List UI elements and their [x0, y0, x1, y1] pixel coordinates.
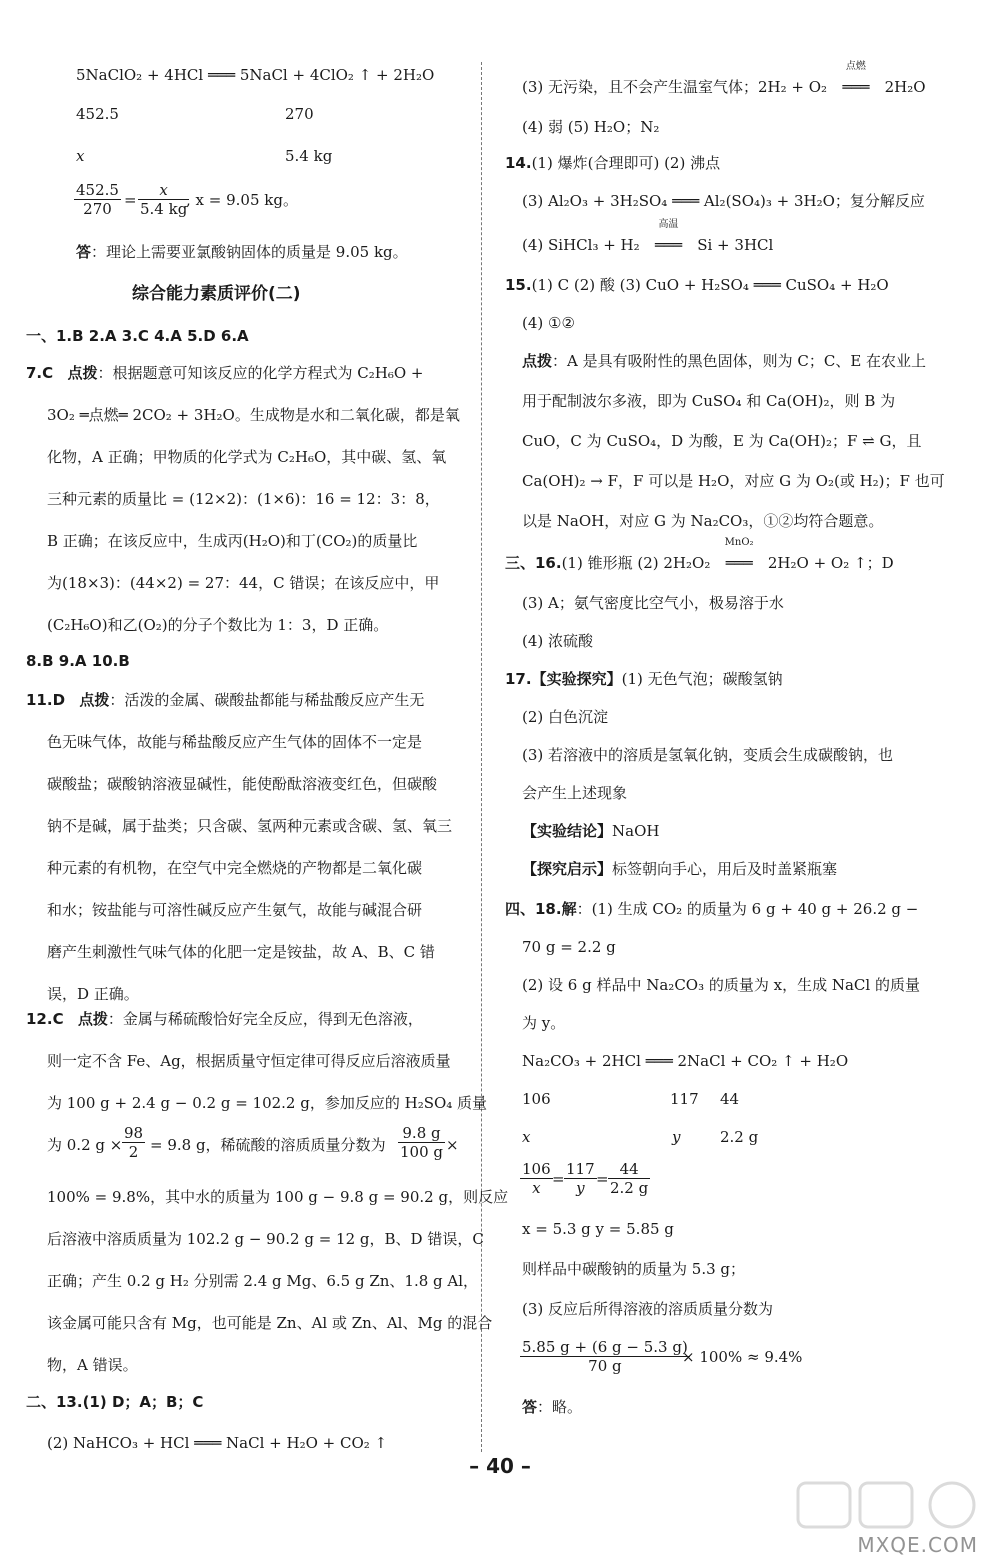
- equation-line: 5NaClO₂ + 4HCl ═══ 5NaCl + 4ClO₂ ↑ + 2H₂O: [76, 66, 435, 84]
- answer-line: 二、13.(1) D；A；B；C: [26, 1393, 204, 1411]
- q12-line: 为 100 g + 2.4 g − 0.2 g = 102.2 g，参加反应的 H₂SO₄ 质量: [47, 1094, 488, 1112]
- equals-sign: =: [552, 1170, 565, 1188]
- answer-line: 一、1.B 2.A 3.C 4.A 5.D 6.A: [26, 327, 249, 345]
- q11-line: 种元素的有机物，在空气中完全燃烧的产物都是二氧化碳: [47, 859, 423, 877]
- equation-line: Na₂CO₃ + 2HCl ═══ 2NaCl + CO₂ ↑ + H₂O: [522, 1052, 849, 1070]
- q11-line: 误，D 正确。: [47, 985, 139, 1003]
- fraction: $\frac{452.5}{270}$: [76, 181, 119, 218]
- answer-line: (4) 浓硫酸: [522, 632, 594, 650]
- ratio-value: x: [522, 1128, 531, 1146]
- ratio-value: 117: [670, 1090, 699, 1108]
- answer-line: 8.B 9.A 10.B: [26, 652, 130, 670]
- fraction: $\frac{98}{2}$: [124, 1124, 144, 1161]
- answer-line: (3) 若溶液中的溶质是氢氧化钠，变质会生成碳酸钠，也: [522, 746, 894, 764]
- result-text: , x = 9.05 kg。: [186, 191, 298, 209]
- q18-line: 四、18.解：(1) 生成 CO₂ 的质量为 6 g + 40 g + 26.2 g −: [505, 900, 919, 918]
- ratio-value: 270: [285, 105, 314, 123]
- answer-line: 70 g = 2.2 g: [522, 938, 616, 956]
- ratio-value: 452.5: [76, 105, 119, 123]
- q12-line: 为 0.2 g ×: [47, 1136, 123, 1154]
- q12-line: 该金属可能只含有 Mg，也可能是 Zn、Al 或 Zn、Al、Mg 的混合: [47, 1314, 493, 1332]
- q15-line: 以是 NaOH，对应 G 为 Na₂CO₃，①②均符合题意。: [522, 512, 884, 530]
- answer-line: (3) 无污染，且不会产生温室气体；2H₂ + O₂ 点燃 ═══ 2H₂O: [522, 61, 926, 96]
- q11-line: 和水；铵盐能与可溶性碱反应产生氨气，故能与碱混合研: [47, 901, 423, 919]
- answer-line: 为 y。: [522, 1014, 566, 1032]
- equation-line: (4) SiHCl₃ + H₂ 高温 ═══ Si + 3HCl: [522, 219, 774, 254]
- ratio-value: x: [76, 147, 85, 165]
- answer-line: 【实验结论】NaOH: [522, 822, 660, 840]
- fraction: $\frac{5.85 g + (6 g - 5.3 g)}{70 g}$: [522, 1338, 688, 1375]
- watermark-text: MXQE.COM: [857, 1533, 978, 1557]
- answer-line: 答：略。: [522, 1398, 583, 1416]
- q15-line: 15.(1) C (2) 酸 (3) CuO + H₂SO₄ ═══ CuSO₄ + H₂O: [505, 276, 889, 294]
- ratio-value: 2.2 g: [720, 1128, 759, 1146]
- ratio-value: 44: [720, 1090, 740, 1108]
- fraction: $\frac{44}{2.2 g}$: [610, 1160, 649, 1197]
- section-title: 综合能力素质评价(二): [132, 284, 301, 304]
- q14-line: 14.(1) 爆炸(合理即可) (2) 沸点: [505, 154, 721, 172]
- q15-line: Ca(OH)₂ → F，F 可以是 H₂O，对应 G 为 O₂(或 H₂)；F 也可: [522, 472, 945, 490]
- q17-line: 17.【实验探究】(1) 无色气泡；碳酸氢钠: [505, 670, 783, 688]
- q7-line: 化物，A 正确；甲物质的化学式为 C₂H₆O，其中碳、氢、氧: [47, 448, 447, 466]
- q7-line: 7.C 点拨：根据题意可知该反应的化学方程式为 C₂H₆O +: [26, 364, 424, 382]
- q7-line: (C₂H₆O)和乙(O₂)的分子个数比为 1：3，D 正确。: [47, 616, 389, 634]
- answer-line: (2) 白色沉淀: [522, 708, 609, 726]
- ratio-value: 5.4 kg: [285, 147, 333, 165]
- answer-line: 则样品中碳酸钠的质量为 5.3 g；: [522, 1260, 745, 1278]
- equals-sign: =: [124, 191, 137, 209]
- q15-line: 点拨：A 是具有吸附性的黑色固体，则为 C；C、E 在农业上: [522, 352, 927, 370]
- equation-line: (2) NaHCO₃ + HCl ═══ NaCl + H₂O + CO₂ ↑: [47, 1434, 388, 1452]
- q16-line: 三、16.(1) 锥形瓶 (2) 2H₂O₂ MnO₂ ═══ 2H₂O + O₂ ↑；D: [505, 537, 894, 572]
- q7-line: 三种元素的质量比 = (12×2)：(1×6)：16 = 12：3：8，: [47, 490, 440, 508]
- answer-line: × 100% ≈ 9.4%: [682, 1348, 803, 1366]
- q15-line: 用于配制波尔多液，即为 CuSO₄ 和 Ca(OH)₂，则 B 为: [522, 392, 896, 410]
- answer-line: (4) 弱 (5) H₂O；N₂: [522, 118, 660, 136]
- equals-sign: =: [596, 1170, 609, 1188]
- q12-line: 后溶液中溶质质量为 102.2 g − 90.2 g = 12 g，B、D 错误，C: [47, 1230, 484, 1248]
- answer-line: (2) 设 6 g 样品中 Na₂CO₃ 的质量为 x，生成 NaCl 的质量: [522, 976, 920, 994]
- q11-line: 磨产生刺激性气味气体的化肥一定是铵盐，故 A、B、C 错: [47, 943, 435, 961]
- fraction: $\frac{117}{y}$: [566, 1160, 595, 1197]
- q7-line: B 正确；在该反应中，生成丙(H₂O)和丁(CO₂)的质量比: [47, 532, 418, 550]
- equation-line: (3) Al₂O₃ + 3H₂SO₄ ═══ Al₂(SO₄)₃ + 3H₂O；复分解反应: [522, 192, 925, 210]
- page-number: – 40 –: [469, 1454, 531, 1478]
- answer-line: (3) 反应后所得溶液的溶质质量分数为: [522, 1300, 774, 1318]
- ratio-value: y: [672, 1128, 681, 1146]
- q12-line: 正确；产生 0.2 g H₂ 分别需 2.4 g Mg、6.5 g Zn、1.8 g Al，: [47, 1272, 479, 1290]
- fraction: $\frac{106}{x}$: [522, 1160, 551, 1197]
- q12-line: 物，A 错误。: [47, 1356, 138, 1374]
- answer-line: (3) A；氨气密度比空气小，极易溶于水: [522, 594, 784, 612]
- answer-line: 答：理论上需要亚氯酸钠固体的质量是 9.05 kg。: [76, 243, 408, 261]
- q12-line: 12.C 点拨：金属与稀硫酸恰好完全反应，得到无色溶液，: [26, 1010, 423, 1028]
- q11-line: 11.D 点拨：活泼的金属、碳酸盐都能与稀盐酸反应产生无: [26, 691, 425, 709]
- q11-line: 钠不是碱，属于盐类；只含碳、氢两种元素或含碳、氢、氧三: [47, 817, 453, 835]
- fraction: $\frac{9.8 g}{100 g}$: [400, 1124, 444, 1161]
- answer-line: (4) ①②: [522, 314, 575, 332]
- q12-line: = 9.8 g，稀硫酸的溶质质量分数为: [150, 1136, 386, 1154]
- q12-line: 100% = 9.8%，其中水的质量为 100 g − 9.8 g = 90.2 g，则反应: [47, 1188, 509, 1206]
- q7-line: 3O₂ ═点燃═ 2CO₂ + 3H₂O。生成物是水和二氧化碳，都是氧: [47, 406, 460, 424]
- q11-line: 碳酸盐；碳酸钠溶液显碱性，能使酚酞溶液变红色，但碳酸: [47, 775, 438, 793]
- q7-line: 为(18×3)：(44×2) = 27：44，C 错误；在该反应中，甲: [47, 574, 440, 592]
- answer-line: 会产生上述现象: [522, 784, 628, 802]
- answer-line: 【探究启示】标签朝向手心，用后及时盖紧瓶塞: [522, 860, 838, 878]
- times-sign: ×: [446, 1136, 459, 1154]
- fraction: $\frac{x}{5.4 kg}$: [140, 181, 188, 218]
- ratio-value: 106: [522, 1090, 551, 1108]
- q12-line: 则一定不含 Fe、Ag，根据质量守恒定律可得反应后溶液质量: [47, 1052, 451, 1070]
- answer-line: x = 5.3 g y = 5.85 g: [522, 1220, 674, 1238]
- q11-line: 色无味气体，故能与稀盐酸反应产生气体的固体不一定是: [47, 733, 423, 751]
- q15-line: CuO，C 为 CuSO₄，D 为酸，E 为 Ca(OH)₂；F ⇌ G，且: [522, 432, 922, 450]
